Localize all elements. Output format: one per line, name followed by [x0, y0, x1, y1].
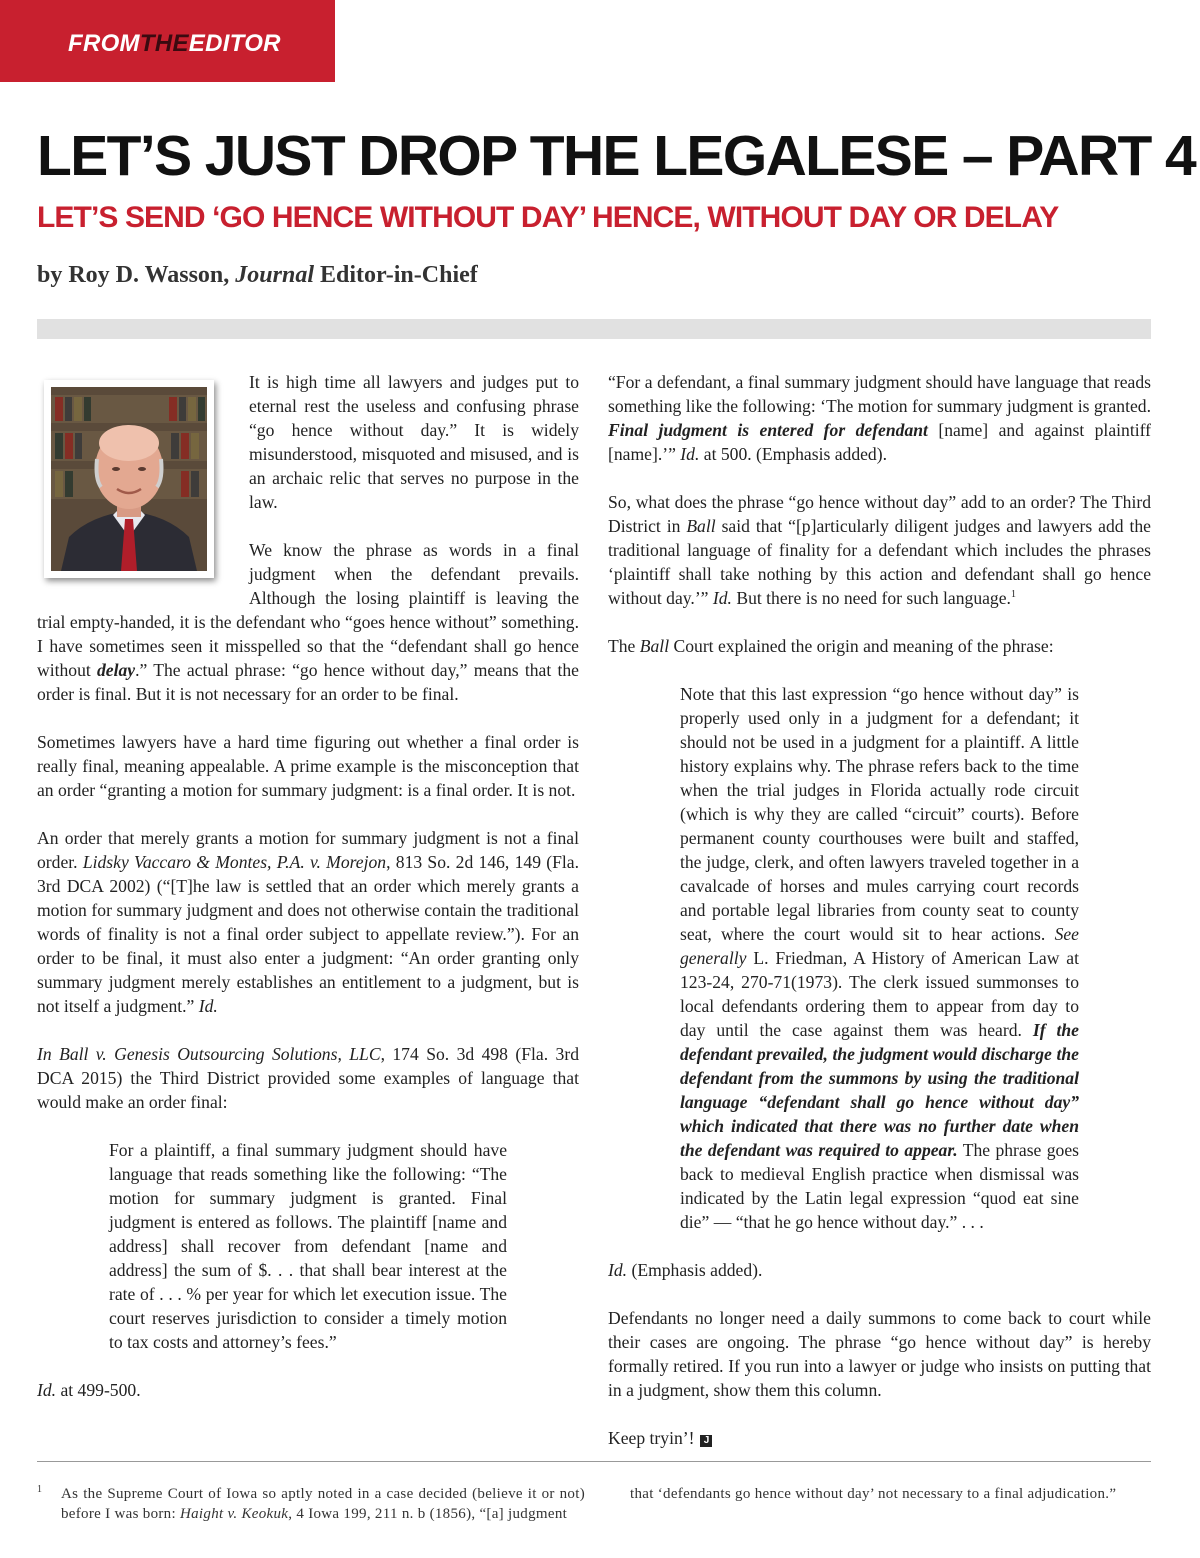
divider-bar: [37, 319, 1151, 339]
column-left: [37, 370, 579, 1426]
footnote-ref: 1: [1010, 589, 1016, 601]
journal-end-mark-icon: J: [700, 1435, 712, 1447]
section-tab: [0, 0, 335, 82]
col1-paragraph-3: Sometimes lawyers have a hard time figuring out whether a final order is really final, meaning appealable. A prime example is the misconception that an order “granting a motion for summary judgment: is a final order. It is not.: [37, 732, 579, 800]
footnote-number: 1: [37, 1484, 43, 1495]
section-tab-editor: EDITOR: [188, 30, 281, 57]
delay-emphasis: delay: [97, 660, 136, 680]
byline: by Roy D. Wasson, Journal Editor-in-Chief: [37, 262, 478, 288]
col1-paragraph-2: We know the phrase as words in a final judgment when the defendant prevails. Although the losing plaintiff is leaving the trial empty-handed, it is the defendant who “goes hence without” something. I have sometimes seen it misspelled so that the “defendant shall go hence without delay.” The actual phrase: “go hence without day,” means that the order is final. But it is not necessary for an order to be final.: [37, 540, 579, 704]
footnote-1-continued: that ‘defendants go hence without day’ not necessary to a final adjudication.”: [630, 1486, 1117, 1502]
section-tab-the: THE: [139, 30, 189, 57]
col2-paragraph-3: The Ball Court explained the origin and meaning of the phrase:: [608, 636, 1054, 656]
col2-paragraph-1: “For a defendant, a final summary judgment should have language that reads something like the following: ‘The motion for summary judgment is granted. Final judgment is entered for defendant [name] and against plaintiff [name].’” Id. at 500. (Emphasis added).: [608, 372, 1151, 464]
col2-blockquote: Note that this last expression “go hence without day” is properly used only in a judgment for a defendant; it should not be used in a judgment for a plaintiff. A little history explains why. The phrase refers back to the time when the trial judges in Florida actually rode circuit (which is why they are called “circuit” courts). Before permanent county courthouses were built and staffed, the judge, clerk, and often lawyers traveled together in a cavalcade of horses and mules carrying court records and portable legal libraries from county seat to county seat, where the court would sit to hear actions. See generally L. Friedman, A History of American Law at 123-24, 270-71(1973). The clerk issued summonses to local defendants ordering them to appear from day to day until the case against them was heard. If the defendant prevailed, the judgment would discharge the defendant from the summons by using the traditional language “defendant shall go hence without day” which indicated that there was no further date when the defendant was required to appear. The phrase goes back to medieval English practice when dismissal was indicated by the Latin legal expression “quod eat sine die” — “that he go hence without day.” . . .: [680, 684, 1079, 1232]
byline-journal: Journal: [235, 262, 314, 288]
col2-paragraph-4: Id. (Emphasis added).: [608, 1260, 763, 1280]
photo-spacer: [37, 370, 249, 610]
col2-signoff: Keep tryin’! J: [608, 1426, 1151, 1450]
footnote-1: 1 As the Supreme Court of Iowa so aptly noted in a case decided (believe it or not) before I was born: Haight v. Keokuk, 4 Iowa 199, 211 n. b (1856), “[a] judgment: [37, 1484, 585, 1524]
col2-paragraph-2: So, what does the phrase “go hence without day” add to an order? The Third District in Ball said that “[p]articularly diligent judges and lawyers add the traditional language of finality for a defendant which includes the phrases ‘plaintiff shall take nothing by this action and defendant shall go hence without day.’” Id. But there is no need for such language.$^1$: [608, 492, 1151, 608]
col1-paragraph-4: An order that merely grants a motion for summary judgment is not a final order. Lidsky Vaccaro & Montes, P.A. v. Morejon, 813 So. 2d 146, 149 (Fla. 3rd DCA 2002) (“[T]he law is settled that an order which merely grants a motion for summary judgment and does not otherwise contain the traditional words of finality is not a final order subject to appellate review.”). For an order to be final, it must also enter a judgment: “An order granting only summary judgment merely establishes an entitlement to a judgment, but is not itself a judgment.” Id.: [37, 828, 579, 1016]
article-subtitle: LET’S SEND ‘GO HENCE WITHOUT DAY’ HENCE, WITHOUT DAY OR DELAY: [37, 201, 1059, 234]
column-right: [608, 370, 1151, 1474]
col1-paragraph-1: It is high time all lawyers and judges put to eternal rest the useless and confusing phrase “go hence without day.” It is widely misunderstood, misquoted and misused, and is an archaic relic that serves no purpose in the law.: [249, 372, 579, 512]
col1-blockquote: For a plaintiff, a final summary judgment should have language that reads something like the following: “The motion for summary judgment is granted. Final judgment is entered as follows. The plaintiff [name and address] shall recover from defendant [name and address] the sum of $. . . that shall bear interest at the rate of . . . % per year for which let execution issue. The court reserves jurisdiction to consider a timely motion to tax costs and attorney’s fees.”: [109, 1140, 507, 1352]
col1-citation: Id. at 499-500.: [37, 1380, 141, 1400]
footnote-rule: [37, 1461, 1151, 1462]
col1-paragraph-5: In Ball v. Genesis Outsourcing Solutions, LLC, 174 So. 3d 498 (Fla. 3rd DCA 2015) the Third District provided some examples of language that would make an order final:: [37, 1044, 580, 1112]
col2-paragraph-5: Defendants no longer need a daily summons to come back to court while their cases are ongoing. The phrase “go hence without day” is hereby formally retired. If you run into a lawyer or judge who insists on putting that in a judgment, show them this column.: [608, 1308, 1151, 1400]
section-tab-from: FROM: [68, 30, 140, 57]
article-title: LET’S JUST DROP THE LEGALESE – PART 4: [37, 124, 1196, 188]
